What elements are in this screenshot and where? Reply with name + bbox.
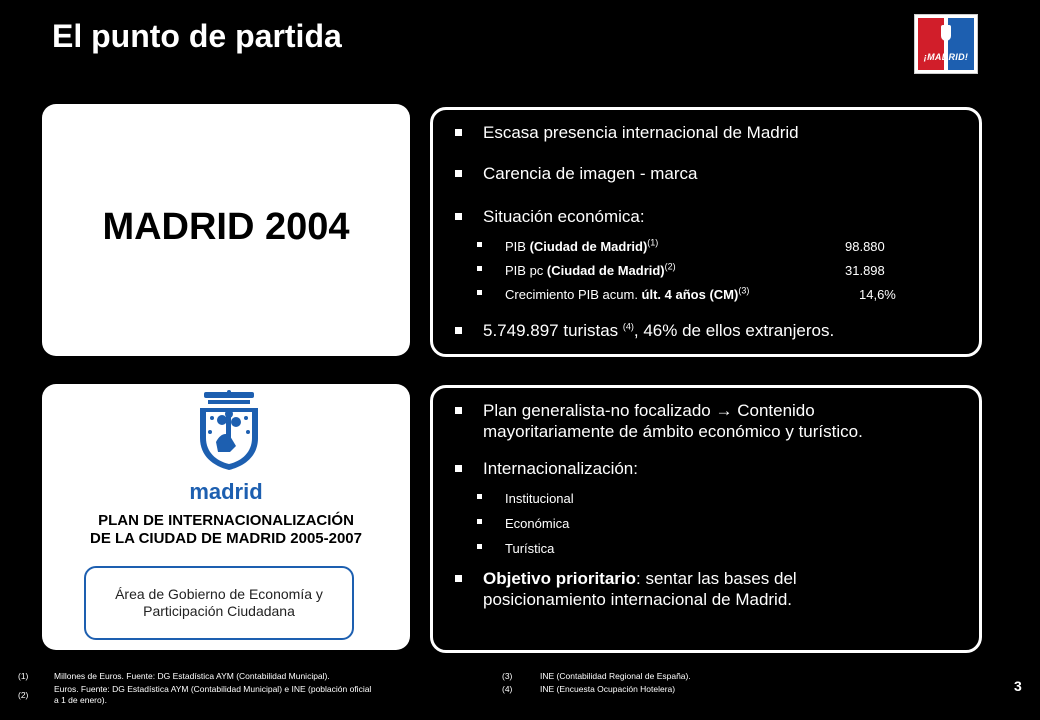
pib-value: 98.880 bbox=[845, 239, 885, 254]
logo-blue-block bbox=[948, 18, 974, 70]
footnote-1-text: Millones de Euros. Fuente: DG Estadística AYM (Contabilidad Municipal). bbox=[54, 671, 330, 681]
bullet-economic-situation: Situación económica: bbox=[455, 206, 645, 227]
arrow-right-icon: → bbox=[715, 401, 733, 420]
government-area-box: Área de Gobierno de Economía y Participación Ciudadana bbox=[84, 566, 354, 640]
pib-pc-value: 31.898 bbox=[845, 263, 885, 278]
sub-bullet-touristic: Turística bbox=[477, 538, 554, 559]
sub-bullet-pib-growth: Crecimiento PIB acum. últ. 4 años (CM)$^{(3)}$ 14,6% bbox=[477, 284, 925, 305]
logo-text: ¡MADRID! bbox=[923, 52, 969, 62]
bullet-brand-image: Carencia de imagen - marca bbox=[455, 163, 697, 184]
plan-bullets-panel bbox=[430, 385, 982, 653]
logo-emblem-icon bbox=[941, 25, 951, 41]
sub-bullet-economic: Económica bbox=[477, 513, 569, 534]
bullet-priority-objective: Objetivo prioritario: sentar las bases del posicionamiento internacional de Madrid. bbox=[455, 568, 963, 610]
footnote-3-number: (3) bbox=[502, 671, 513, 681]
madrid-2004-heading: MADRID 2004 bbox=[102, 206, 350, 248]
pib-growth-value: 14,6% bbox=[859, 287, 896, 302]
plan-title: PLAN DE INTERNACIONALIZACIÓN DE LA CIUDAD DE MADRID 2005-2007 bbox=[89, 512, 362, 547]
bullet-international-presence: Escasa presencia internacional de Madrid bbox=[455, 122, 799, 143]
page-title: El punto de partida bbox=[52, 18, 342, 54]
madrid-crest-icon bbox=[192, 390, 266, 480]
madrid-2004-panel bbox=[42, 104, 410, 356]
bullet-internationalization: Internacionalización: bbox=[455, 458, 638, 479]
footnote-4-text: INE (Encuesta Ocupación Hotelera) bbox=[540, 684, 676, 694]
footnote-3-text: INE (Contabilidad Regional de España). bbox=[540, 671, 691, 681]
bullet-tourists: 5.749.897 turistas $^{(4)}$, 46% de ellos extranjeros. bbox=[455, 320, 834, 341]
situation-bullets-panel bbox=[430, 107, 982, 357]
footnote-2-number: (2) bbox=[18, 690, 29, 700]
madrid-logo bbox=[914, 14, 978, 74]
plan-panel bbox=[42, 384, 410, 650]
sub-bullet-pib: PIB (Ciudad de Madrid)$^{(1)}$ 98.880 bbox=[477, 236, 925, 257]
page-number: 3 bbox=[1014, 678, 1022, 694]
footnote-1-number: (1) bbox=[18, 671, 29, 681]
madrid-wordmark: madrid bbox=[189, 479, 263, 504]
footnote-4-number: (4) bbox=[502, 684, 513, 694]
sub-bullet-pib-pc: PIB pc (Ciudad de Madrid)$^{(2)}$ 31.898 bbox=[477, 260, 925, 281]
sub-bullet-institutional: Institucional bbox=[477, 488, 574, 509]
footnote-2-text: Euros. Fuente: DG Estadística AYM (Contabilidad Municipal) e INE (población oficial a 1 de enero). bbox=[54, 684, 372, 705]
bullet-generalist-plan: Plan generalista-no focalizado → Contenido mayoritariamente de ámbito económico y turístico. bbox=[455, 400, 963, 442]
